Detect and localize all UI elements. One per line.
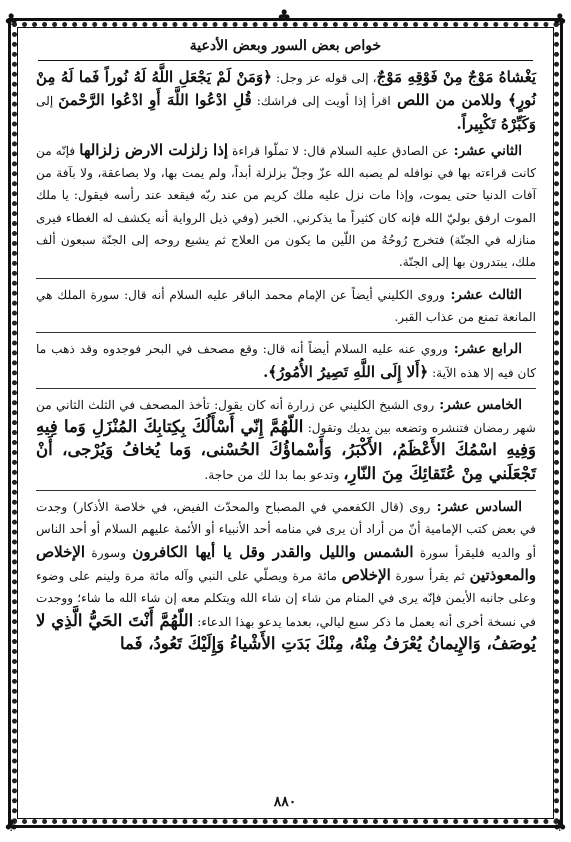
section-heading: الثاني عشر: (448, 142, 522, 159)
body-text: مائة مرة ويصلّي على النبي وآله مائة مرة ولينم على وضوء وعلى جانبه الأيمن فإنّه يرى في المنام من شاء إن شاء الله ويتكلم معه إن شاء الله ما شاء؛ ووجدت في نسخة أخرى أنه يعمل ما ذكر سبع ليالي، بعدما يدعو بهذا الدعاء: (36, 568, 536, 629)
header-title: خواص بعض السور وبعض الأدعية (189, 38, 382, 54)
paragraph (36, 394, 536, 486)
paragraph (36, 139, 536, 274)
section-divider (36, 388, 536, 390)
quoted-text: قُلِ ادْعُوا اللَّهَ أَوِ ادْعُوا الرَّحْمنَ (58, 91, 252, 110)
section-heading: السادس عشر: (430, 499, 522, 516)
body-text: إلى (36, 94, 59, 109)
body-text: ، إلى قوله عز وجل: (271, 71, 377, 85)
body-text: عن الصادق عليه السلام قال: لا تملّوا قراءة (228, 143, 449, 158)
running-header (38, 34, 533, 61)
quoted-text: الإخلاص (341, 565, 391, 584)
quoted-text: ﴿وَمَنْ لَمْ يَجْعَلِ اللَّهُ لَهُ نُوراً فَما لَهُ مِنْ نُورٍ﴾ (36, 68, 537, 110)
quoted-text: يَغْشاهُ مَوْجٌ مِنْ فَوْقِهِ مَوْجٌ (376, 68, 536, 86)
quoted-text: الإخلاص والمعوذتين (36, 542, 537, 584)
section-heading: الرابع عشر: (448, 341, 522, 358)
paragraph (36, 338, 536, 384)
page-body (36, 66, 536, 801)
corner-ornament-icon: ♣ (552, 816, 567, 835)
section-divider (36, 332, 536, 334)
section-divider (36, 490, 536, 492)
body-text: وسورة (85, 545, 133, 560)
quoted-text: الشمس والليل والقدر وقل يا أيها الكافرون (132, 542, 414, 561)
quoted-text: اللّهُمَّ أَنْتَ الحَيُّ الَّذِي لا يُوصَفُ، وَالإِيمانُ يُعْرَفُ مِنْهُ، مِنْكَ بَدَتِ الأَشْياءُ وَإِلَيْكَ تَعُودُ، فَما (36, 610, 536, 653)
body-text: وروى الكليني أيضاً عن الإمام محمد الباقر عليه السلام أنه قال: سورة الملك هي المانعة تمنع من عذاب القبر. (36, 287, 536, 324)
body-text: فإنّه من كانت قراءته بها في نوافله لم يصبه الله عزّ وجلّ بزلزلة أبداً، ولم يمت بها، ولا بصاعقة، ولا بآفة من آفات الدنيا حتى يموت، وإذا مات نزل عليه ملك كريم من عند ربّه فيقعد عند رأسه فيقول: يا ملك الموت ارفق بوليّ الله فإنه كان كثيراً ما يذكرني. الخبر (وفي ذيل الرواية أنه يكشف له الغطاء فيرى منازله في الجنّة) فتخرج رُوحُهُ من اللّين ما يكون من العلاج ثم يشيع روحه إلى الجنّة سبعون ألف ملك، يبتدرون بها إلى الجنّة. (36, 143, 536, 270)
section-heading: الخامس عشر: (434, 396, 522, 413)
body-text: وروي عنه عليه السلام أيضاً أنه قال: وقع مصحف في البحر فوجدوه وقد ذهب ما كان فيه إلا هذه الآية: (36, 342, 536, 380)
corner-ornament-icon: ♣ (4, 816, 19, 835)
paragraph (36, 66, 536, 136)
quoted-text: وللامن من اللص (390, 91, 509, 110)
quoted-text: وَكَبِّرْهُ تَكْبِيراً. (456, 114, 536, 133)
section-heading: الثالث عشر: (444, 286, 522, 303)
quoted-text: ﴿أَلا إِلَى اللَّهِ تَصِيرُ الأُمُورُ﴾. (263, 362, 429, 381)
body-text: وتدعو بما بدا لك من حاجة. (204, 467, 344, 482)
quoted-text: إذا زلزلت الارض زلزالها (79, 140, 229, 159)
body-text: روى الشيخ الكليني عن زرارة أنه كان يقول: تأخذ المصحف في الثلث الثاني من شهر رمضان فتنشره وتضعه بين يديك وتقول: (36, 397, 537, 436)
corner-ornament-icon: ♣ (4, 10, 19, 29)
corner-ornament-icon: ♣ (552, 10, 567, 29)
section-divider (36, 278, 536, 280)
body-text: ثم يقرأ سورة (390, 568, 470, 583)
quoted-text: اللّهُمَّ إِنّي أَسْأَلُكَ بِكِتابِكَ المُنْزَلِ وَما فِيهِ وَفِيهِ اسْمُكَ الأَعْظَمُ، الأَكْبَرُ، وَأَسْماؤُكَ الحُسْنى، وَما يُخافُ وَيُرْجى، أَنْ تَجْعَلَني مِنْ عُتَقائِكَ مِنَ النّارِ، (36, 417, 536, 483)
body-text: اقرأ إذا أويت إلى فراشك: (251, 94, 391, 109)
page-number: ٨٨٠ (265, 794, 305, 810)
paragraph (36, 284, 536, 329)
paragraph (36, 496, 536, 656)
top-ornament-icon: ♣ (277, 6, 292, 25)
body-text: روى (قال الكفعمي في المصباح والمحدّث الفيض، في خلاصة الأذكار) وجدت في بعض كتب الإمامية أنّ من أراد أن يرى في منامه أحد الأنبياء أو الأئمة عليهم السلام أو أحد الناس أو والديه فليقرأ سورة (36, 500, 536, 560)
